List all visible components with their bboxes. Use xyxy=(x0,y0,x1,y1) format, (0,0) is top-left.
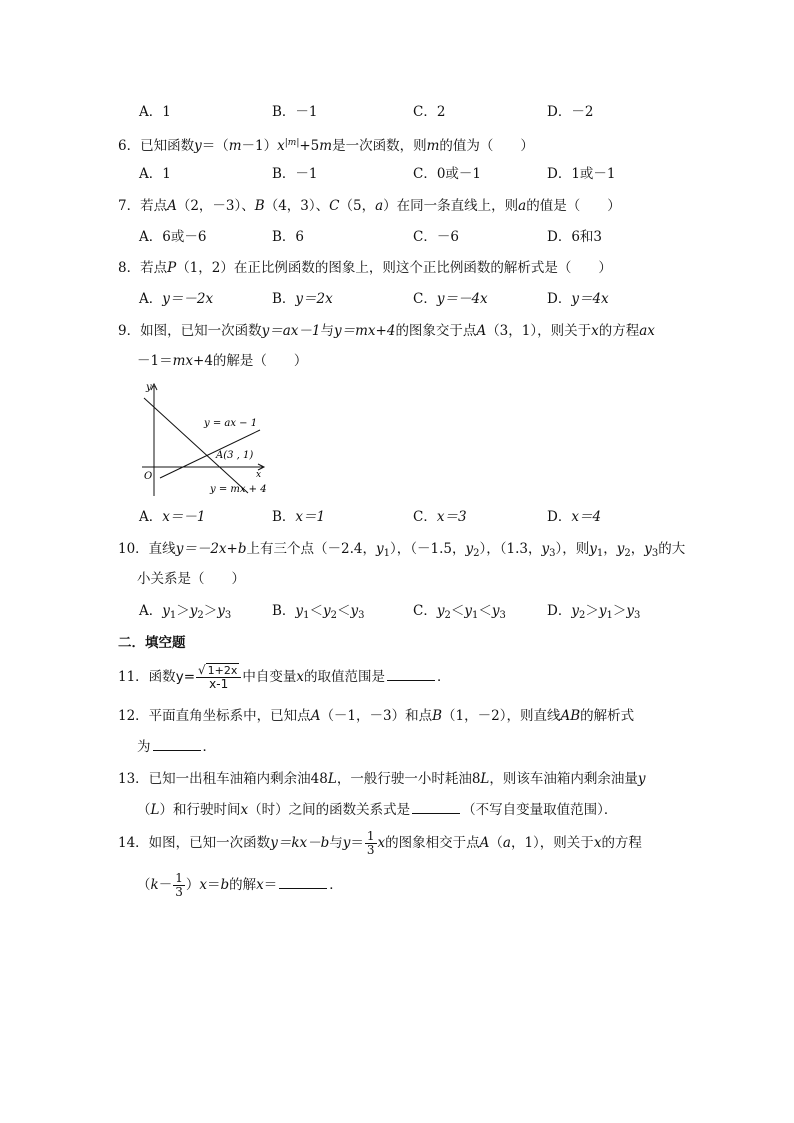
y-axis-label: y xyxy=(146,382,152,393)
question-12-line2: 为 ． xyxy=(137,739,216,755)
question-10-line2: 小关系是（ ） xyxy=(137,571,245,587)
q9-option-c: C．x＝3 xyxy=(413,509,467,525)
question-14-line1: 14．如图，已知一次函数y＝kx－b与y＝ $\frac{1}{3}$ x的图象相交于点A（a，1），则关于x的方程 xyxy=(118,829,642,857)
q8-option-b: B．y＝2x xyxy=(272,291,333,307)
q5-option-c: C．2 xyxy=(413,104,446,120)
q9-option-d: D．x＝4 xyxy=(547,509,602,525)
q10-option-a: A．$y_1>y_2>y_3$ xyxy=(139,603,232,621)
q8-option-d: D．y＝4x xyxy=(547,291,609,307)
question-9-line1: 9．如图，已知一次函数y＝ax－1与y＝mx+4的图象交于点A（3，1），则关于x的方程ax xyxy=(118,323,655,339)
q5-option-a: A．1 xyxy=(139,104,171,120)
question-13-line1: 13．已知一出租车油箱内剩余油48L，一般行驶一小时耗油8L，则该车油箱内剩余油量y xyxy=(118,771,646,787)
q12-answer-blank[interactable] xyxy=(153,738,201,751)
q11-answer-blank[interactable] xyxy=(387,668,435,681)
question-9-line2: －1＝mx+4的解是（ ） xyxy=(137,353,308,369)
question-10-line1: 10．直线y＝－2x+b上有三个点（－2.4，$y_1$），（－1.5，$y_2$），（1.3，$y_3$），则$y_1$，$y_2$，$y_3$的大 xyxy=(118,541,686,559)
question-14-line2: （k－ $\frac{1}{3}$ ）x＝b的解x＝ ． xyxy=(137,871,343,899)
point-a-label: A(3 , 1) xyxy=(216,450,254,461)
q13-answer-blank[interactable] xyxy=(412,801,460,814)
q7-option-b: B．6 xyxy=(272,229,305,245)
q6-option-c: C．0或－1 xyxy=(413,166,482,182)
q11-fraction: $\frac{√ 1+2x}{x-1}$ xyxy=(196,664,241,691)
q9-option-b: B．x＝1 xyxy=(272,509,326,525)
q14-fraction-2: $\frac{1}{3}$ xyxy=(175,871,183,899)
line2-label: y = mx + 4 xyxy=(210,484,267,495)
section-heading-fill-in: 二．填空题 xyxy=(118,635,186,651)
q5-option-d: D．－2 xyxy=(547,104,594,120)
line1-label: y = ax − 1 xyxy=(204,418,258,429)
q9-graph xyxy=(138,378,268,500)
q7-option-c: C．－6 xyxy=(413,229,459,245)
question-8: 8．若点P（1，2）在正比例函数的图象上，则这个正比例函数的解析式是（ ） xyxy=(118,260,612,276)
q10-option-d: D．$y_2>y_1>y_3$ xyxy=(547,603,641,621)
x-axis-label: x xyxy=(256,470,262,480)
sqrt-icon: √ xyxy=(198,663,206,677)
question-12-line1: 12．平面直角坐标系中，已知点A（－1，－3）和点B（1，－2），则直线AB的解析式 xyxy=(118,708,635,724)
q6-option-a: A．1 xyxy=(139,166,171,182)
q6-option-d: D．1或－1 xyxy=(547,166,616,182)
q14-answer-blank[interactable] xyxy=(279,876,327,889)
q6-option-b: B．－1 xyxy=(272,166,318,182)
q7-option-d: D．6和3 xyxy=(547,229,603,245)
q14-fraction-1: $\frac{1}{3}$ xyxy=(366,829,375,857)
question-6: 6．已知函数$y=(m-1)x^{|m|}+5m$是一次函数，则m的值为（ ） xyxy=(118,138,534,154)
line-mx-plus-4 xyxy=(144,398,248,493)
q8-option-a: A．y＝－2x xyxy=(139,291,214,307)
q9-option-a: A．x＝－1 xyxy=(139,509,206,525)
origin-label: O xyxy=(144,471,153,482)
q5-option-b: B．－1 xyxy=(272,104,318,120)
q7-option-a: A．6或－6 xyxy=(139,229,207,245)
question-13-line2: （L）和行驶时间x（时）之间的函数关系式是 （不写自变量取值范围）． xyxy=(137,802,618,818)
question-7: 7．若点A（2，－3）、B（4，3）、C（5，a）在同一条直线上，则a的值是（ ） xyxy=(118,198,621,214)
q10-option-b: B．$y_1<y_2<y_3$ xyxy=(272,603,365,621)
q10-option-c: C．$y_2<y_1<y_3$ xyxy=(413,603,506,621)
question-11: 11．函数y= $\frac{√ 1+2x}{x-1}$ 中自变量x的取值范围是 ． xyxy=(118,663,451,691)
q8-option-c: C．y＝－4x xyxy=(413,291,488,307)
